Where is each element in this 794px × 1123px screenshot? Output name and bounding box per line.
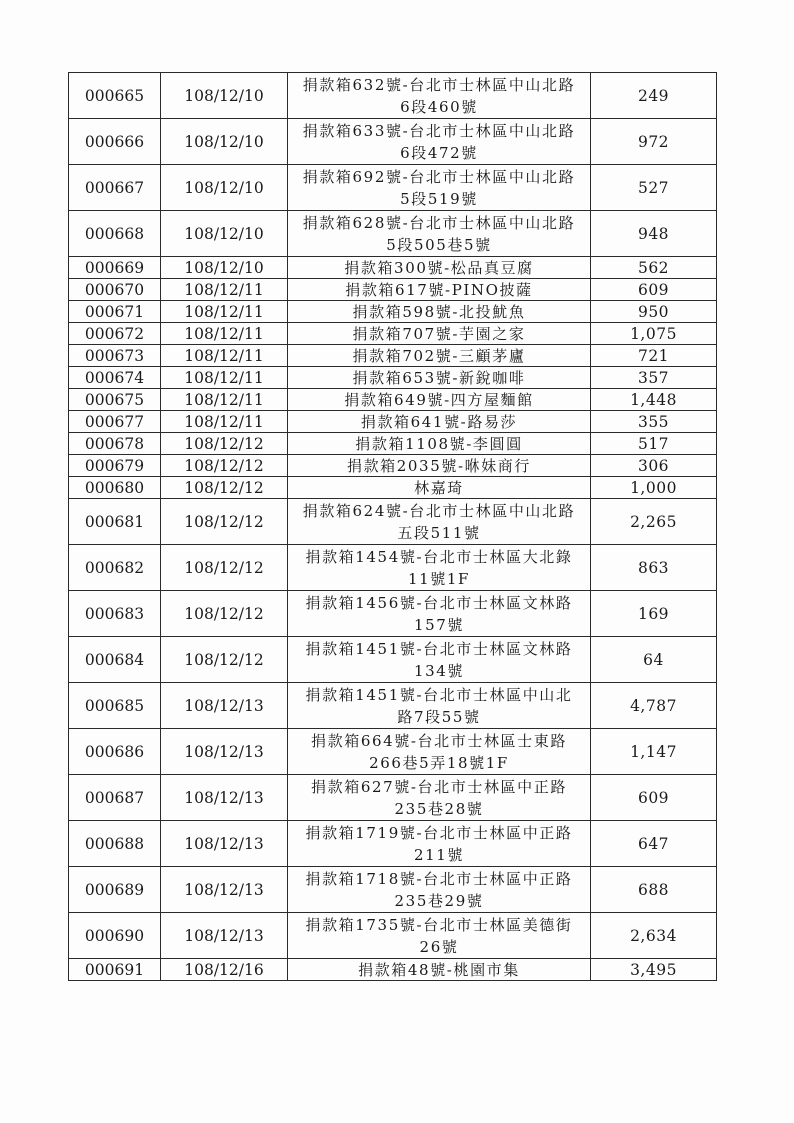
description-cell: [288, 477, 591, 499]
date-cell: 108/12/12: [161, 433, 288, 455]
receipt-number-cell: 000667: [69, 165, 161, 211]
description-line: 235巷29號: [394, 891, 484, 910]
description-cell: [288, 257, 591, 279]
description-cell: [288, 959, 591, 981]
description-line: 5段519號: [400, 189, 478, 208]
date-cell: 108/12/10: [161, 73, 288, 119]
description-cell: [288, 499, 591, 545]
amount-cell: 169: [591, 591, 717, 637]
table-row: [69, 867, 717, 913]
table-row: [69, 591, 717, 637]
receipt-number-cell: 000691: [69, 959, 161, 981]
table-row: [69, 411, 717, 433]
amount-cell: 357: [591, 367, 717, 389]
amount-cell: 1,147: [591, 729, 717, 775]
amount-cell: 517: [591, 433, 717, 455]
table-row: [69, 683, 717, 729]
description-line: 捐款箱664號-台北市士林區士東路: [311, 731, 567, 750]
description-line: 捐款箱632號-台北市士林區中山北路: [302, 75, 576, 94]
table-row: [69, 367, 717, 389]
table-row: [69, 165, 717, 211]
table-row: [69, 433, 717, 455]
description-cell: [288, 545, 591, 591]
description-line: 林嘉琦: [414, 478, 464, 497]
amount-cell: 721: [591, 345, 717, 367]
table-row: [69, 257, 717, 279]
table-row: [69, 913, 717, 959]
date-cell: 108/12/13: [161, 913, 288, 959]
date-cell: 108/12/12: [161, 545, 288, 591]
receipt-number-cell: 000666: [69, 119, 161, 165]
date-cell: 108/12/13: [161, 867, 288, 913]
receipt-number-cell: 000682: [69, 545, 161, 591]
description-line: 捐款箱702號-三顧茅廬: [352, 346, 526, 365]
table-row: [69, 729, 717, 775]
table-row: [69, 345, 717, 367]
table-row: [69, 821, 717, 867]
amount-cell: 609: [591, 279, 717, 301]
date-cell: 108/12/13: [161, 775, 288, 821]
date-cell: 108/12/11: [161, 411, 288, 433]
amount-cell: 950: [591, 301, 717, 323]
description-line: 捐款箱1456號-台北市士林區文林路: [305, 593, 573, 612]
amount-cell: 527: [591, 165, 717, 211]
date-cell: 108/12/10: [161, 165, 288, 211]
date-cell: 108/12/10: [161, 211, 288, 257]
table-row: [69, 323, 717, 345]
table-row: [69, 775, 717, 821]
date-cell: 108/12/11: [161, 367, 288, 389]
description-cell: [288, 683, 591, 729]
receipt-number-cell: 000674: [69, 367, 161, 389]
table-row: [69, 959, 717, 981]
date-cell: 108/12/13: [161, 683, 288, 729]
amount-cell: 4,787: [591, 683, 717, 729]
receipt-number-cell: 000683: [69, 591, 161, 637]
amount-cell: 948: [591, 211, 717, 257]
description-cell: [288, 637, 591, 683]
receipt-number-cell: 000681: [69, 499, 161, 545]
description-line: 捐款箱1108號-李圓圓: [355, 434, 523, 453]
description-line: 捐款箱641號-路易莎: [360, 412, 518, 431]
receipt-number-cell: 000688: [69, 821, 161, 867]
table-row: [69, 73, 717, 119]
receipt-number-cell: 000671: [69, 301, 161, 323]
receipt-number-cell: 000675: [69, 389, 161, 411]
receipt-number-cell: 000673: [69, 345, 161, 367]
date-cell: 108/12/10: [161, 119, 288, 165]
description-line: 捐款箱649號-四方屋麵館: [344, 390, 534, 409]
table-row: [69, 499, 717, 545]
description-cell: [288, 913, 591, 959]
amount-cell: 562: [591, 257, 717, 279]
description-cell: [288, 211, 591, 257]
description-line: 捐款箱1735號-台北市士林區美德街: [305, 915, 573, 934]
receipt-number-cell: 000689: [69, 867, 161, 913]
receipt-number-cell: 000670: [69, 279, 161, 301]
description-cell: [288, 867, 591, 913]
amount-cell: 688: [591, 867, 717, 913]
description-line: 五段511號: [397, 523, 481, 542]
receipt-number-cell: 000672: [69, 323, 161, 345]
amount-cell: 1,000: [591, 477, 717, 499]
amount-cell: 2,265: [591, 499, 717, 545]
amount-cell: 3,495: [591, 959, 717, 981]
description-line: 捐款箱617號-PINO披薩: [345, 280, 533, 299]
description-line: 捐款箱1454號-台北市士林區大北錄: [305, 547, 573, 566]
description-cell: [288, 411, 591, 433]
description-line: 211號: [413, 845, 465, 864]
description-cell: [288, 279, 591, 301]
description-cell: [288, 455, 591, 477]
description-line: 捐款箱707號-芋園之家: [352, 324, 526, 343]
description-line: 捐款箱1451號-台北市士林區中山北: [305, 685, 573, 704]
amount-cell: 2,634: [591, 913, 717, 959]
description-line: 11號1F: [407, 569, 471, 588]
date-cell: 108/12/11: [161, 279, 288, 301]
description-cell: [288, 821, 591, 867]
description-cell: [288, 119, 591, 165]
description-cell: [288, 165, 591, 211]
description-cell: [288, 433, 591, 455]
ledger-body: [69, 73, 717, 981]
amount-cell: 249: [591, 73, 717, 119]
description-line: 路7段55號: [397, 707, 481, 726]
date-cell: 108/12/12: [161, 477, 288, 499]
table-row: [69, 211, 717, 257]
description-line: 捐款箱598號-北投魷魚: [352, 302, 526, 321]
date-cell: 108/12/10: [161, 257, 288, 279]
receipt-number-cell: 000687: [69, 775, 161, 821]
receipt-number-cell: 000685: [69, 683, 161, 729]
receipt-number-cell: 000686: [69, 729, 161, 775]
date-cell: 108/12/13: [161, 729, 288, 775]
description-line: 捐款箱692號-台北市士林區中山北路: [302, 167, 576, 186]
amount-cell: 1,448: [591, 389, 717, 411]
description-line: 捐款箱627號-台北市士林區中正路: [311, 777, 567, 796]
description-cell: [288, 73, 591, 119]
receipt-number-cell: 000665: [69, 73, 161, 119]
date-cell: 108/12/12: [161, 591, 288, 637]
date-cell: 108/12/12: [161, 499, 288, 545]
description-cell: [288, 367, 591, 389]
description-line: 6段472號: [400, 143, 478, 162]
description-cell: [288, 389, 591, 411]
description-line: 5段505巷5號: [386, 235, 492, 254]
table-row: [69, 389, 717, 411]
table-row: [69, 301, 717, 323]
table-row: [69, 279, 717, 301]
receipt-number-cell: 000679: [69, 455, 161, 477]
description-line: 捐款箱1718號-台北市士林區中正路: [305, 869, 573, 888]
date-cell: 108/12/11: [161, 345, 288, 367]
description-line: 捐款箱624號-台北市士林區中山北路: [302, 501, 576, 520]
date-cell: 108/12/11: [161, 389, 288, 411]
amount-cell: 972: [591, 119, 717, 165]
table-row: [69, 637, 717, 683]
donation-ledger-table: [68, 72, 717, 981]
date-cell: 108/12/11: [161, 323, 288, 345]
description-line: 捐款箱1451號-台北市士林區文林路: [305, 639, 573, 658]
description-line: 26號: [419, 937, 459, 956]
date-cell: 108/12/13: [161, 821, 288, 867]
amount-cell: 609: [591, 775, 717, 821]
amount-cell: 863: [591, 545, 717, 591]
description-line: 235巷28號: [394, 799, 484, 818]
description-line: 134號: [413, 661, 465, 680]
description-line: 捐款箱48號-桃園市集: [358, 960, 520, 979]
date-cell: 108/12/12: [161, 455, 288, 477]
date-cell: 108/12/12: [161, 637, 288, 683]
amount-cell: 306: [591, 455, 717, 477]
description-cell: [288, 729, 591, 775]
description-line: 157號: [413, 615, 465, 634]
receipt-number-cell: 000684: [69, 637, 161, 683]
description-line: 捐款箱653號-新銳咖啡: [352, 368, 526, 387]
amount-cell: 64: [591, 637, 717, 683]
table-row: [69, 455, 717, 477]
description-line: 捐款箱628號-台北市士林區中山北路: [302, 213, 576, 232]
description-line: 捐款箱2035號-咻妹商行: [346, 456, 532, 475]
date-cell: 108/12/11: [161, 301, 288, 323]
table-row: [69, 119, 717, 165]
table-row: [69, 477, 717, 499]
receipt-number-cell: 000690: [69, 913, 161, 959]
description-line: 6段460號: [400, 97, 478, 116]
date-cell: 108/12/16: [161, 959, 288, 981]
description-cell: [288, 591, 591, 637]
description-cell: [288, 345, 591, 367]
amount-cell: 1,075: [591, 323, 717, 345]
receipt-number-cell: 000669: [69, 257, 161, 279]
description-cell: [288, 323, 591, 345]
amount-cell: 355: [591, 411, 717, 433]
description-cell: [288, 301, 591, 323]
receipt-number-cell: 000677: [69, 411, 161, 433]
amount-cell: 647: [591, 821, 717, 867]
description-cell: [288, 775, 591, 821]
table-row: [69, 545, 717, 591]
receipt-number-cell: 000678: [69, 433, 161, 455]
description-line: 捐款箱633號-台北市士林區中山北路: [302, 121, 576, 140]
description-line: 捐款箱1719號-台北市士林區中正路: [305, 823, 573, 842]
description-line: 266巷5弄18號1F: [369, 753, 509, 772]
receipt-number-cell: 000668: [69, 211, 161, 257]
description-line: 捐款箱300號-松品真豆腐: [344, 258, 534, 277]
receipt-number-cell: 000680: [69, 477, 161, 499]
